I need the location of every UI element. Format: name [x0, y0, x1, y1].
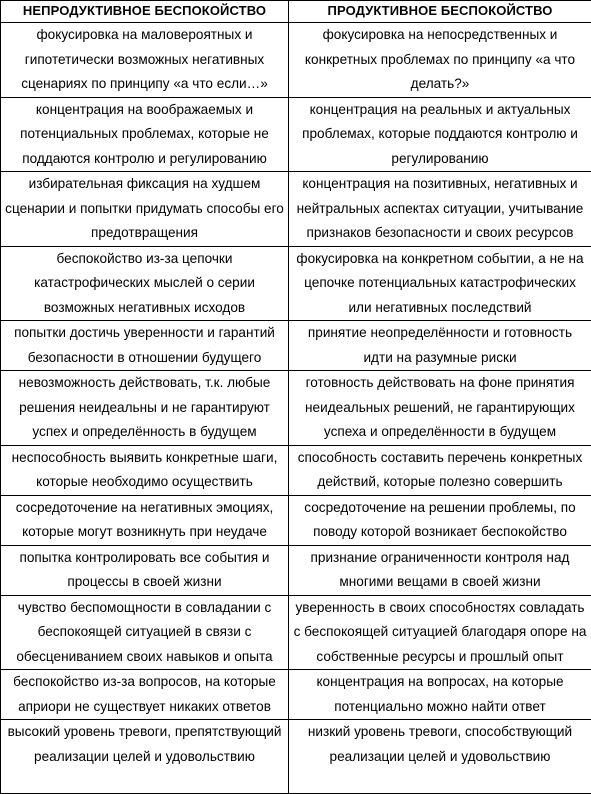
cell-unproductive: избирательная фиксация на худшем сценарии и попытки придумать способы его предотвращения — [1, 172, 289, 247]
cell-productive: концентрация на позитивных, негативных и нейтральных аспектах ситуации, учитывание признаков безопасности и своих ресурсов — [289, 172, 591, 247]
cell-unproductive: чувство беспомощности в совладании с беспокоящей ситуацией в связи с обесцениванием своих навыков и опыта — [1, 595, 289, 670]
cell-unproductive: фокусировка на маловероятных и гипотетически возможных негативных сценариях по принципу «а что если…» — [1, 23, 289, 98]
cell-unproductive: высокий уровень тревоги, препятствующий реализации целей и удовольствию — [1, 720, 289, 794]
cell-productive: фокусировка на непосредственных и конкретных проблемах по принципу «а что делать?» — [289, 23, 591, 98]
header-unproductive: НЕПРОДУКТИВНОЕ БЕСПОКОЙСТВО — [1, 1, 289, 23]
cell-productive: низкий уровень тревоги, способствующий реализации целей и удовольствию — [289, 720, 591, 794]
table-row — [1, 670, 591, 720]
cell-unproductive: попытки достичь уверенности и гарантий безопасности в отношении будущего — [1, 321, 289, 371]
cell-productive: признание ограниченности контроля над многими вещами в своей жизни — [289, 545, 591, 595]
cell-unproductive: сосредоточение на негативных эмоциях, которые могут возникнуть при неудаче — [1, 495, 289, 545]
table-row — [1, 321, 591, 371]
table-row — [1, 720, 591, 794]
cell-productive: принятие неопределённости и готовность идти на разумные риски — [289, 321, 591, 371]
table-row — [1, 495, 591, 545]
table-row — [1, 246, 591, 321]
cell-unproductive: невозможность действовать, т.к. любые решения неидеальны и не гарантируют успех и определённость в будущем — [1, 371, 289, 446]
header-row — [1, 1, 591, 23]
cell-unproductive: попытка контролировать все события и процессы в своей жизни — [1, 545, 289, 595]
cell-productive: концентрация на вопросах, на которые потенциально можно найти ответ — [289, 670, 591, 720]
cell-productive: фокусировка на конкретном событии, а не на цепочке потенциальных катастрофических или негативных последствий — [289, 246, 591, 321]
cell-productive: готовность действовать на фоне принятия неидеальных решений, не гарантирующих успеха и определённости в будущем — [289, 371, 591, 446]
header-productive: ПРОДУКТИВНОЕ БЕСПОКОЙСТВО — [289, 1, 591, 23]
cell-productive: сосредоточение на решении проблемы, по поводу которой возникает беспокойство — [289, 495, 591, 545]
table-row — [1, 545, 591, 595]
table-row — [1, 97, 591, 172]
table-row — [1, 445, 591, 495]
cell-unproductive: неспособность выявить конкретные шаги, которые необходимо осуществить — [1, 445, 289, 495]
table-row — [1, 595, 591, 670]
table-row — [1, 23, 591, 98]
cell-unproductive: беспокойство из-за цепочки катастрофических мыслей о серии возможных негативных исходов — [1, 246, 289, 321]
cell-unproductive: концентрация на воображаемых и потенциальных проблемах, которые не поддаются контролю и регулированию — [1, 97, 289, 172]
cell-productive: способность составить перечень конкретных действий, которые полезно совершить — [289, 445, 591, 495]
table-row — [1, 172, 591, 247]
cell-unproductive: беспокойство из-за вопросов, на которые априори не существует никаких ответов — [1, 670, 289, 720]
cell-productive: уверенность в своих способностях совладать с беспокоящей ситуацией благодаря опоре на собственные ресурсы и прошлый опыт — [289, 595, 591, 670]
table-row — [1, 371, 591, 446]
cell-productive: концентрация на реальных и актуальных проблемах, которые поддаются контролю и регулированию — [289, 97, 591, 172]
